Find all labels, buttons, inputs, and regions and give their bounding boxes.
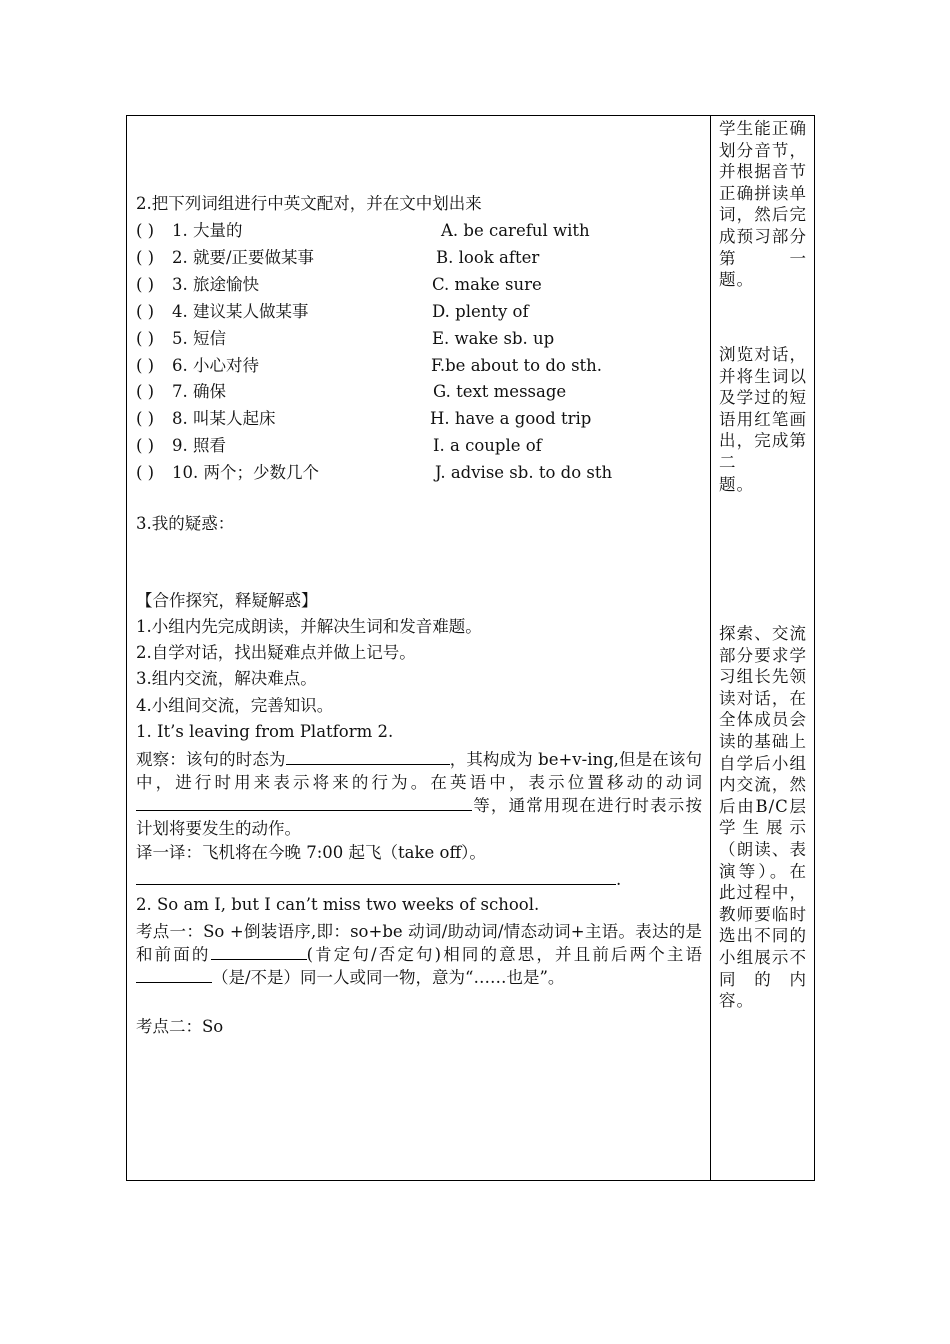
teacher-note-cooperate [719, 623, 807, 1012]
match-chinese: 7. 确保 [172, 382, 226, 401]
note-text: 探索、交流部分要求学习组长先领读对话，在全体成员会读的基础上自学后小组内交流，然后由B/C层学生展示（朗读、表演等）。在此过程中，教师要临时选出不同的小组展示不同的内 [719, 624, 807, 989]
match-row [136, 273, 696, 297]
note-text: 学生能正确划分音节，并根据音节正确拼读单词，然后完成预习部分第一 [719, 119, 807, 268]
match-english: I. a couple of [433, 436, 542, 455]
match-english: B. look after [436, 248, 540, 267]
match-english: A. be careful with [441, 221, 590, 240]
cooperate-step: 4.小组间交流，完善知识。 [136, 696, 334, 715]
point2-sentence: 2. So am I, but I can’t miss two weeks of school. [136, 895, 540, 914]
section3-title: 3.我的疑惑： [136, 514, 235, 533]
match-chinese: 4. 建议某人做某事 [172, 302, 309, 321]
point1-obs-text: 等，通常用现在进行时表示按计划将要发生的动作。 [136, 796, 702, 838]
cooperate-step: 2.自学对话，找出疑难点并做上记号。 [136, 643, 416, 662]
point1-translate: 译一译：飞机将在今晚 7:00 起飞（take off）。 [136, 843, 486, 862]
verbs-blank[interactable] [136, 794, 472, 811]
match-row [136, 461, 696, 485]
cooperate-step: 1.小组内先完成朗读，并解决生词和发音难题。 [136, 617, 482, 636]
match-chinese: 8. 叫某人起床 [172, 409, 276, 428]
point1-sentence: 1. It’s leaving from Platform 2. [136, 722, 394, 741]
section2-title: 2.把下列词组进行中英文配对，并在文中划出来 [136, 194, 482, 213]
answer-blank[interactable]: ( ) [136, 221, 155, 240]
answer-blank[interactable]: ( ) [136, 463, 155, 482]
note-text: 浏览对话，并将生词以及学过的短语用红笔画出，完成第二 [719, 345, 807, 472]
match-english: E. wake sb. up [432, 329, 555, 348]
match-english: D. plenty of [432, 302, 529, 321]
match-row [136, 246, 696, 270]
point1-obs-text: 观察：该句的时态为 [136, 750, 286, 769]
answer-blank[interactable]: ( ) [136, 329, 155, 348]
match-row [136, 380, 696, 404]
note-text-end: 题。 [719, 474, 754, 494]
match-chinese: 10. 两个；少数几个 [172, 463, 319, 482]
answer-blank[interactable]: ( ) [136, 409, 155, 428]
same-subject-blank[interactable] [136, 966, 212, 983]
note-text-end: 题。 [719, 270, 754, 290]
match-chinese: 6. 小心对待 [172, 356, 259, 375]
point1-observation [136, 748, 702, 840]
translation-line [136, 868, 621, 892]
match-english: G. text message [433, 382, 567, 401]
point2-kp2: 考点二：So [136, 1017, 224, 1036]
match-english: H. have a good trip [430, 409, 592, 428]
answer-blank[interactable]: ( ) [136, 356, 155, 375]
match-english: C. make sure [432, 275, 542, 294]
match-row [136, 434, 696, 458]
point1-obs-text: ，其构成为 be+v-ing,但是在该句中，进行时用来表示将来的行为。在英语中，表示位置移动的动词 [136, 750, 703, 792]
tense-blank[interactable] [286, 748, 450, 765]
point2-kp1-text: (肯定句/否定句)相同的意思，并且前后两个主语 [306, 945, 703, 964]
match-chinese: 1. 大量的 [172, 221, 243, 240]
point2-kp1-text: （是/不是）同一人或同一物，意为“……也是”。 [212, 968, 565, 987]
match-chinese: 2. 就要/正要做某事 [172, 248, 315, 267]
answer-blank[interactable]: ( ) [136, 302, 155, 321]
match-row [136, 354, 696, 378]
answer-blank[interactable]: ( ) [136, 436, 155, 455]
match-row [136, 407, 696, 431]
match-chinese: 5. 短信 [172, 329, 226, 348]
match-chinese: 3. 旅途愉快 [172, 275, 259, 294]
sentence-type-blank[interactable] [211, 943, 307, 960]
match-english: J. advise sb. to do sth [435, 463, 613, 482]
match-english: F.be about to do sth. [431, 356, 603, 375]
point2-kp1-text: 考点一：So +倒装语序,即：so+be 动词/助动词/情态动词+主语。表达的是和前面的 [136, 922, 702, 964]
translation-period: . [616, 870, 622, 889]
column-divider [710, 116, 711, 1180]
translation-blank[interactable] [136, 868, 616, 885]
match-row [136, 219, 696, 243]
match-row [136, 300, 696, 324]
match-row [136, 327, 696, 351]
cooperate-step: 3.组内交流，解决难点。 [136, 669, 317, 688]
worksheet-table [126, 115, 815, 1181]
point2-kp1 [136, 920, 702, 989]
teacher-note-preview [719, 118, 807, 291]
answer-blank[interactable]: ( ) [136, 382, 155, 401]
answer-blank[interactable]: ( ) [136, 248, 155, 267]
cooperate-heading: 【合作探究，释疑解惑】 [136, 591, 318, 610]
answer-blank[interactable]: ( ) [136, 275, 155, 294]
note-text-end: 容。 [719, 991, 754, 1011]
match-chinese: 9. 照看 [172, 436, 226, 455]
teacher-note-dialogue [719, 344, 807, 495]
